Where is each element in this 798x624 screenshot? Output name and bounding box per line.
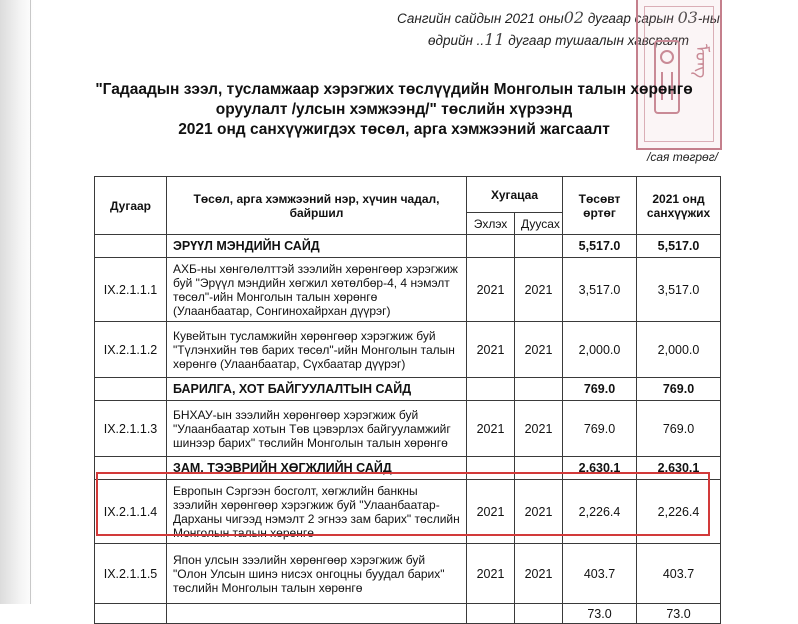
table-section-row [95, 457, 721, 480]
header-start: Эхлэх [467, 213, 515, 235]
row-name: Европын Сэргээн босголт, хөгжлийн банкны зээлийн хөрөнгөөр хэрэгжиж буй "Улаанбаатар-Дарханы чигээд нэмэлт 2 эгнээ зам барих" төслийн Монголын талын хөрөнгө [167, 480, 467, 544]
row-end: 2021 [515, 401, 563, 457]
row-end: 2021 [515, 480, 563, 544]
row-name: БАРИЛГА, ХОТ БАЙГУУЛАЛТЫН САЙД [167, 378, 467, 401]
row-start: 2021 [467, 322, 515, 378]
row-start [467, 378, 515, 401]
table-row [95, 401, 721, 457]
mongol-script-icon: ᠮᠣᠩ [691, 44, 712, 79]
row-end [515, 378, 563, 401]
header-number: Дугаар [95, 177, 167, 235]
table-section-row [95, 235, 721, 258]
table-body [95, 235, 721, 624]
row-name: Япон улсын зээлийн хөрөнгөөр хэрэгжиж буй "Олон Улсын шинэ нисэх онгоцны буудал барих" төслийн Монголын талын хөрөнгө [167, 544, 467, 604]
row-financing: 2,000.0 [637, 322, 721, 378]
table-row [95, 322, 721, 378]
document-title [94, 80, 694, 140]
row-estimate: 769.0 [563, 378, 637, 401]
row-start: 2021 [467, 544, 515, 604]
row-code: IX.2.1.1.3 [95, 401, 167, 457]
row-financing: 769.0 [637, 401, 721, 457]
row-code [95, 604, 167, 624]
row-end: 2021 [515, 322, 563, 378]
row-start [467, 457, 515, 480]
row-code [95, 457, 167, 480]
header-name: Төсөл, арга хэмжээний нэр, хүчин чадал, байршил [167, 177, 467, 235]
row-estimate: 403.7 [563, 544, 637, 604]
row-start: 2021 [467, 480, 515, 544]
row-start: 2021 [467, 258, 515, 322]
row-name: БНХАУ-ын зээлийн хөрөнгөөр хэрэгжиж буй "Улаанбаатар хотын Төв цэвэрлэх байгууламжийг шинээр барих" төслийн Монголын талын хөрөнгө [167, 401, 467, 457]
note-prefix: Сангийн сайдын 2021 оны [397, 11, 564, 26]
row-start [467, 235, 515, 258]
row-financing: 2,226.4 [637, 480, 721, 544]
row-estimate: 2,630.1 [563, 457, 637, 480]
row-financing: 769.0 [637, 378, 721, 401]
row-start: 2021 [467, 401, 515, 457]
row-name [167, 604, 467, 624]
table-row [95, 604, 721, 624]
header-estimate: Төсөвт өртөг [563, 177, 637, 235]
note-mid: дугаар сарын [587, 11, 674, 26]
row-name: ЭРҮҮЛ МЭНДИЙН САЙД [167, 235, 467, 258]
row-financing: 3,517.0 [637, 258, 721, 322]
title-line1: "Гадаадын зээл, тусламжаар хэрэгжих төслүүдийн Монголын талын хөрөнгө [95, 81, 693, 98]
header-end: Дуусах [515, 213, 563, 235]
row-end: 2021 [515, 258, 563, 322]
header-duration: Хугацаа [467, 177, 563, 213]
row-financing: 5,517.0 [637, 235, 721, 258]
row-end: 2021 [515, 544, 563, 604]
table-section-row [95, 378, 721, 401]
row-code: IX.2.1.1.2 [95, 322, 167, 378]
row-financing: 403.7 [637, 544, 721, 604]
row-estimate: 3,517.0 [563, 258, 637, 322]
row-name: ЗАМ, ТЭЭВРИЙН ХӨГЖЛИЙН САЙД [167, 457, 467, 480]
note2-suffix: дугаар тушаалын хавсралт [504, 33, 689, 48]
note2-num: 11 [484, 30, 505, 49]
row-code: IX.2.1.1.5 [95, 544, 167, 604]
row-estimate: 73.0 [563, 604, 637, 624]
row-estimate: 769.0 [563, 401, 637, 457]
table-header-row [95, 177, 721, 213]
table-row [95, 258, 721, 322]
row-financing: 73.0 [637, 604, 721, 624]
page-left-shadow [0, 0, 34, 604]
row-code: IX.2.1.1.4 [95, 480, 167, 544]
note2-prefix: өдрийн .. [428, 33, 485, 48]
row-estimate: 2,000.0 [563, 322, 637, 378]
note-day: 03 [677, 8, 698, 27]
table-row [95, 480, 721, 544]
row-financing: 2,630.1 [637, 457, 721, 480]
title-line2: оруулалт /улсын хэмжээнд/" төслийн хүрээнд [215, 101, 573, 118]
row-end [515, 604, 563, 624]
row-start [467, 604, 515, 624]
row-end [515, 235, 563, 258]
row-code: IX.2.1.1.1 [95, 258, 167, 322]
row-estimate: 2,226.4 [563, 480, 637, 544]
row-name: Кувейтын тусламжийн хөрөнгөөр хэрэгжиж буй "Түлэнхийн төв барих төсөл"-ийн Монголын талын хөрөнгө (Улаанбаатар, Сүхбаатар дүүрэг) [167, 322, 467, 378]
page-edge [30, 0, 31, 604]
unit-label: /сая төгрөг/ [647, 150, 718, 164]
row-name: АХБ-ны хөнгөлөлттэй зээлийн хөрөнгөөр хэрэгжиж буй "Эрүүл мэндийн хөгжил хөтөлбөр-4, 4 нэмэлт төсөл"-ийн Монголын талын хөрөнгө (Улаанбаатар, Сонгинохайрхан дүүрэг) [167, 258, 467, 322]
row-end [515, 457, 563, 480]
row-code [95, 378, 167, 401]
title-line3: 2021 онд санхүүжигдэх төсөл, арга хэмжээний жагсаалт [178, 121, 610, 138]
note-month: 02 [563, 8, 585, 27]
table-row [95, 544, 721, 604]
budget-table [94, 176, 721, 624]
header-financing: 2021 онд санхүүжих [637, 177, 721, 235]
row-code [95, 235, 167, 258]
note-suffix: -ны [697, 11, 720, 26]
row-estimate: 5,517.0 [563, 235, 637, 258]
